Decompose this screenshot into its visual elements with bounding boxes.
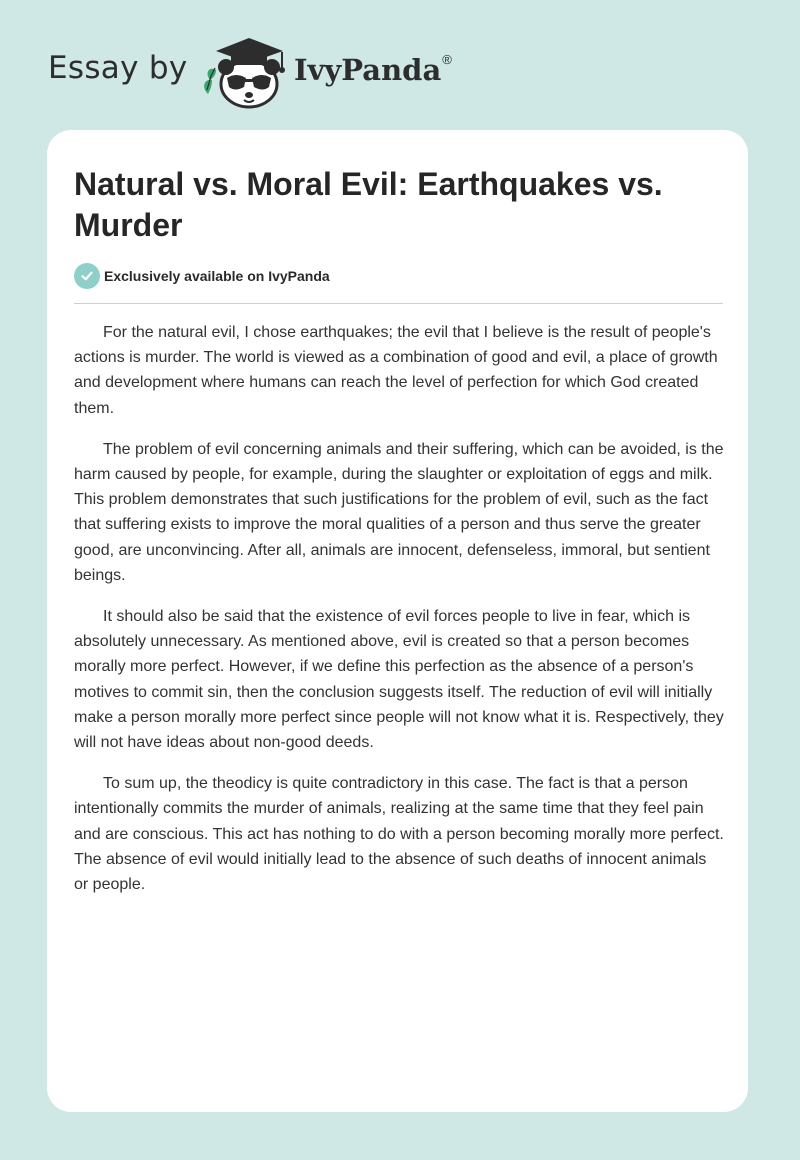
paragraph: To sum up, the theodicy is quite contradictory in this case. The fact is that a person intentionally commits the murder of animals, realizing at the same time that they feel pain and are conscious. This act has nothing to do with a person becoming morally more perfect. The absence of evil would initially lead to the absence of such deaths of innocent animals or people.: [74, 775, 724, 894]
exclusive-badge: [74, 263, 330, 289]
brand-name[interactable]: [294, 52, 452, 87]
brand-label: IvyPanda: [294, 53, 442, 87]
essay-body: [74, 320, 724, 913]
paragraph: It should also be said that the existence of evil forces people to live in fear, which is absolutely unnecessary. As mentioned above, evil is created so that a person becomes morally more perfect. However, if we define this perfection as the absence of a person's motives to commit sin, then the conclusion suggests itself. The reduction of evil will initially make a person morally more perfect since people will not know what it is. Respectively, they will not have ideas about non-good deeds.: [74, 608, 724, 752]
paragraph: For the natural evil, I chose earthquakes; the evil that I believe is the result of people's actions is murder. The world is viewed as a combination of good and evil, a place of growth and development where humans can reach the level of perfection for which God created them.: [74, 324, 718, 417]
registered-mark: ®: [442, 52, 452, 67]
ivypanda-logo-icon[interactable]: [196, 34, 292, 110]
exclusive-label: Exclusively available on IvyPanda: [104, 268, 330, 284]
site-header: [0, 0, 800, 130]
divider: [74, 303, 723, 304]
essay-card: [47, 130, 748, 1112]
paragraph: The problem of evil concerning animals and their suffering, which can be avoided, is the harm caused by people, for example, during the slaughter or exploitation of eggs and milk. This problem demonstrates that such justifications for the problem of evil, such as the fact that suffering exists to improve the moral qualities of a person and thus serve the greater good, are unconvincing. After all, animals are innocent, defenseless, immoral, but sentient beings.: [74, 440, 724, 584]
essay-by-label: Essay by: [48, 50, 188, 86]
essay-title: Natural vs. Moral Evil: Earthquakes vs. Murder: [74, 166, 663, 243]
check-circle-icon: [74, 263, 100, 289]
